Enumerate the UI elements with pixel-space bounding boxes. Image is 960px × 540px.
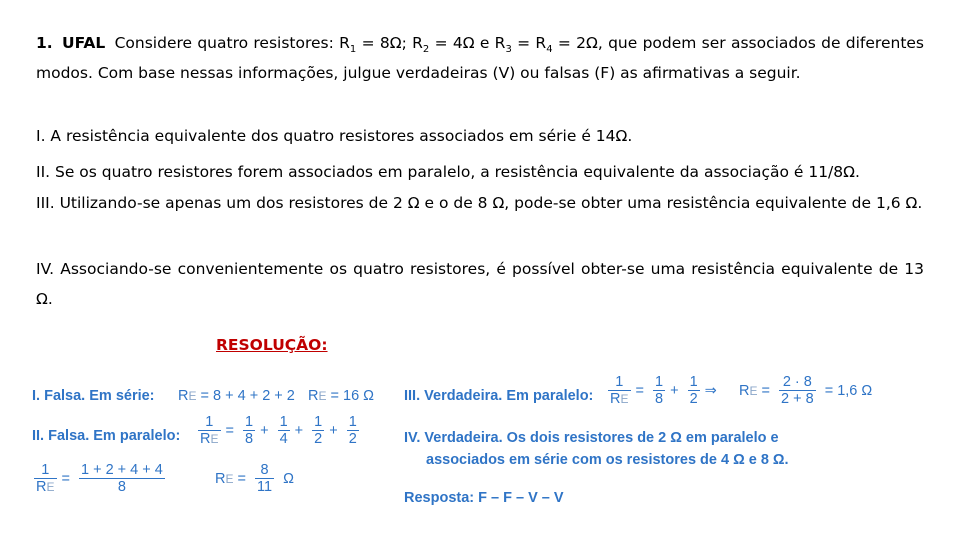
- question-number: 1.: [36, 34, 53, 52]
- sol-i-eq2: RE = 16 Ω: [308, 388, 375, 404]
- sol-iii-label: III. Verdadeira. Em paralelo:: [404, 388, 594, 404]
- sol-iii-eq: $\frac{1}{RE}$ = $\frac{1}{8}$ + $\frac{1}{2}$ ⇒: [610, 374, 717, 407]
- sol-i-label: I. Falsa. Em série:: [32, 388, 155, 404]
- question-statement: [36, 28, 924, 88]
- sol-iv-line1: IV. Verdadeira. Os dois resistores de 2 Ω em paralelo e: [404, 430, 779, 446]
- sol-ii-eq: $\frac{1}{RE}$ = $\frac{1}{8}$ + $\frac{1}{4}$ + $\frac{1}{2}$ + $\frac{1}{2}$: [200, 414, 357, 447]
- statement-text: Considere quatro resistores: $R_1 = 8\Omega$; $R_2 = 4\Omega$ e $R_3 = R_4 = 2\Omega$, que podem ser associados de diferentes modos. Com base nessas informações, julgue verdadeiras (V) ou falsas (F) as afirmativas a seguir.: [36, 34, 925, 82]
- sol-ii-result: RE = $\frac{8}{11}$ Ω: [215, 462, 294, 495]
- item-iv: IV. Associando-se convenientemente os quatro resistores, é possível obter-se uma resistência equivalente de 13 Ω.: [36, 260, 924, 308]
- question-source: UFAL: [62, 34, 106, 52]
- item-ii: II. Se os quatro resistores forem associados em paralelo, a resistência equivalente da associação é 11/8Ω.: [36, 163, 860, 181]
- sol-iii-result: RE = $\frac{2 \cdot 8}{2 + 8}$ = 1,6 Ω: [739, 374, 873, 407]
- sol-iv-line2: associados em série com os resistores de 4 Ω e 8 Ω.: [426, 452, 789, 468]
- item-iii: III. Utilizando-se apenas um dos resistores de 2 Ω e o de 8 Ω, pode-se obter uma resistência equivalente de 1,6 Ω.: [36, 194, 923, 212]
- sol-ii-label: II. Falsa. Em paralelo:: [32, 428, 181, 444]
- sol-ii-sum: $\frac{1}{RE}$ = $\frac{1 + 2 + 4 + 4}{8}$: [36, 462, 163, 495]
- answer-text: Resposta: F – F – V – V: [404, 490, 564, 506]
- item-i: I. A resistência equivalente dos quatro resistores associados em série é 14Ω.: [36, 127, 633, 145]
- sol-i-eq1: RE = 8 + 4 + 2 + 2: [178, 388, 295, 404]
- resolution-heading: RESOLUÇÃO:: [216, 336, 328, 354]
